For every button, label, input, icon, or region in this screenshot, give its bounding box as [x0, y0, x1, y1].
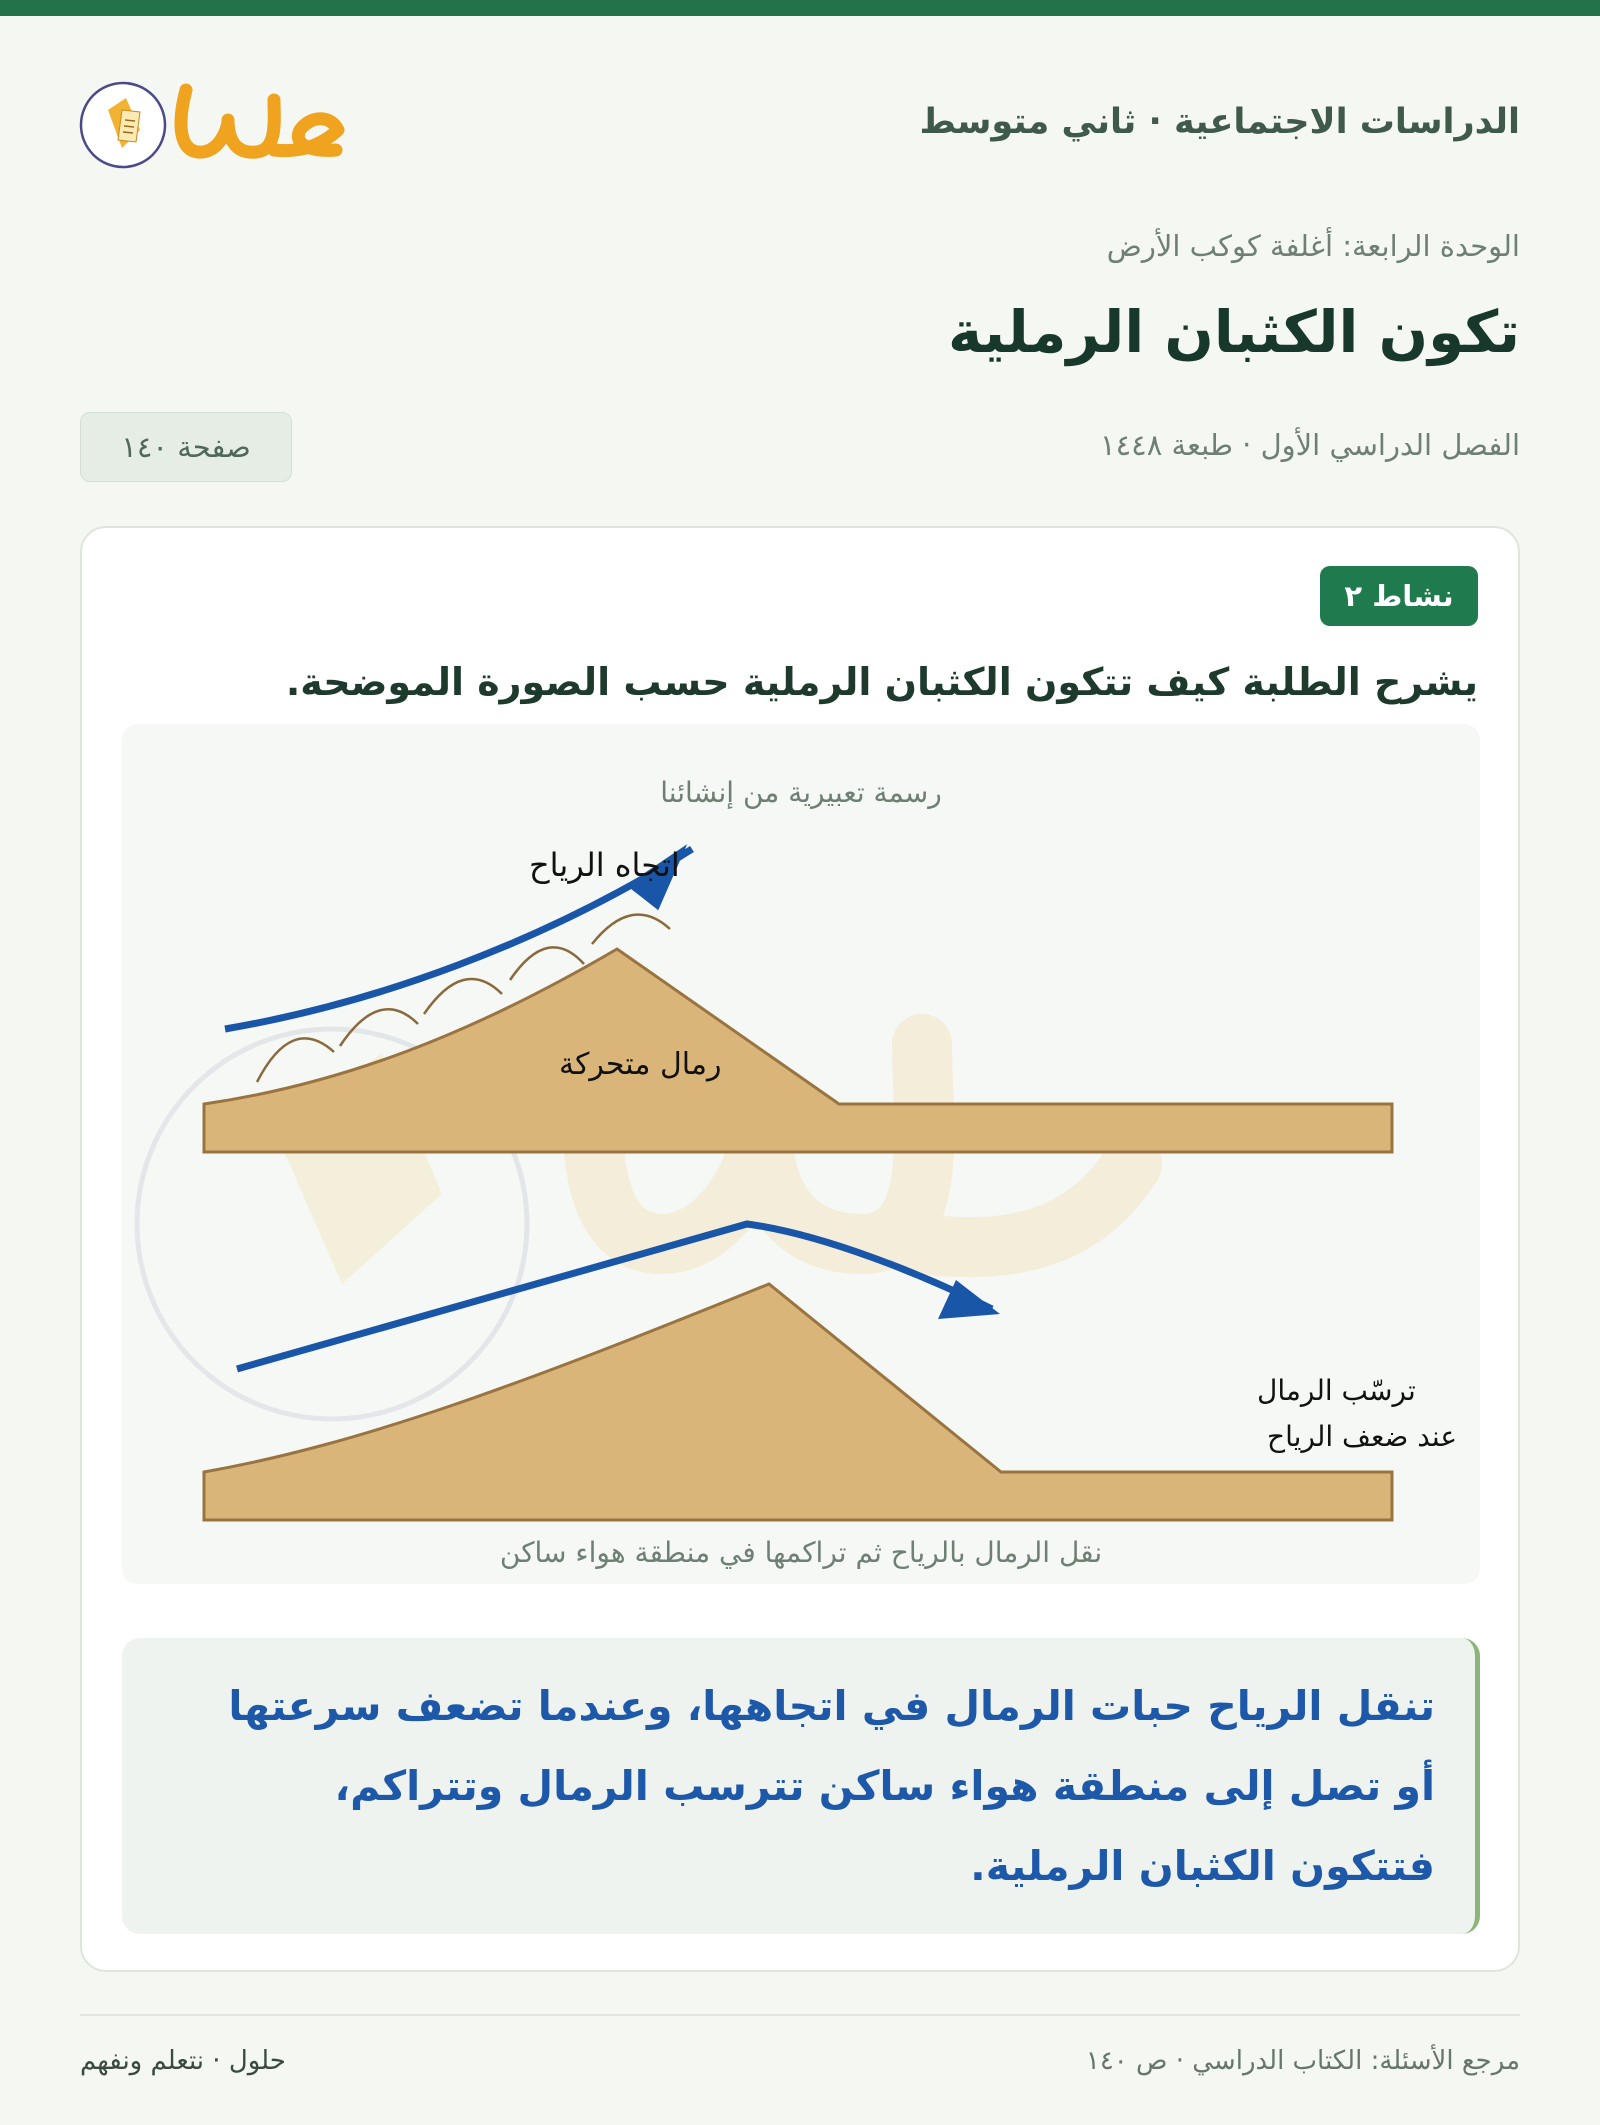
label-deposit-line2: عند ضعف الرياح — [1267, 1420, 1458, 1453]
activity-badge: نشاط ٢ — [1320, 566, 1478, 626]
brand-logo-text: حلول — [75, 70, 78, 71]
subject-title: الدراسات الاجتماعية · ثاني متوسط — [919, 102, 1520, 142]
answer-text: تنقل الرياح حبات الرمال في اتجاهها، وعندما تضعف سرعتها أو تصل إلى منطقة هواء ساكن تترسب الرمال وتتراكم، فتتكون الكثبان الرملية. — [228, 1682, 1435, 1890]
dune-formation-figure — [122, 724, 1480, 1584]
activity-card — [80, 526, 1520, 1972]
page-title: تكون الكثبان الرملية — [948, 298, 1520, 366]
label-moving-sand: رمال متحركة — [559, 1047, 722, 1082]
figure-caption-top: رسمة تعبيرية من إنشائنا — [660, 776, 942, 809]
label-deposit-line1: ترسّب الرمال — [1257, 1374, 1416, 1407]
lower-dune — [204, 1284, 1392, 1520]
footer-divider — [80, 2014, 1520, 2016]
answer-box — [122, 1638, 1480, 1934]
figure-caption-bottom: نقل الرمال بالرياح ثم تراكمها في منطقة هواء ساكن — [499, 1536, 1103, 1569]
footer-reference: مرجع الأسئلة: الكتاب الدراسي · ص ١٤٠ — [1085, 2046, 1520, 2076]
activity-question: يشرح الطلبة كيف تتكون الكثبان الرملية حسب الصورة الموضحة. — [285, 660, 1478, 704]
brand-logo — [75, 70, 358, 180]
label-wind-direction: اتجاه الرياح — [529, 846, 680, 884]
footer-brand: حلول · نتعلم ونفهم — [80, 2046, 286, 2076]
dune-diagram — [122, 724, 1480, 1584]
top-accent-bar — [0, 0, 1600, 16]
upper-dune — [204, 949, 1392, 1152]
semester-info: الفصل الدراسي الأول · طبعة ١٤٤٨ — [1100, 428, 1520, 462]
page-number-badge: صفحة ١٤٠ — [80, 412, 292, 482]
unit-title: الوحدة الرابعة: أغلفة كوكب الأرض — [1106, 229, 1520, 263]
